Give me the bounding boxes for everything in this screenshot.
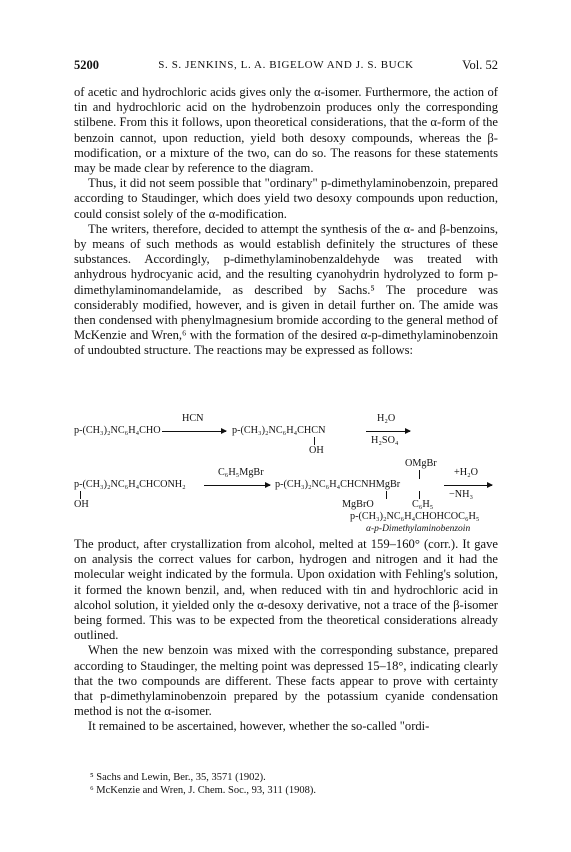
paragraph: The product, after crystallization from alcohol, melted at 159–160° (corr.). It gave on analysis the correct values for carbon, hydrogen and nitrogen and it had the molecular weight indicated by the formula. Upon oxidation with Fehling's solution, it formed the known benzil, and, when reduced with tin and hydrochloric acid in alcohol solution, it yielded only the α-desoxy derivative, not a trace of the β-isomer being formed. This was to be expected from the theoretical considerations already outlined.	[74, 537, 498, 643]
running-authors: S. S. JENKINS, L. A. BIGELOW AND J. S. BUCK	[158, 59, 414, 71]
paragraph: of acetic and hydrochloric acids gives only the α-isomer. Furthermore, the action of tin and hydrochloric acid on the hydrobenzoin produces only the corresponding stilbene. From this it follows, upon theoretical considerations, that the α-form of the benzoin cannot, upon reduction, yield both desoxy compounds, whereas the β-modification, or a mixture of the two, can do so. The reasons for these statements may be made clear by reference to the diagram.	[74, 85, 498, 176]
bond-line	[314, 437, 315, 445]
reagent-sulfuric-acid: H₂SO₄	[371, 435, 399, 446]
product-formula: p-(CH₃)₂NC₆H₄CHOHCOC₆H₅	[350, 511, 480, 522]
text-block-top	[74, 85, 498, 359]
footnote: ⁵ Sachs and Lewin, Ber., 35, 3571 (1902).	[90, 772, 266, 783]
footnote: ⁶ McKenzie and Wren, J. Chem. Soc., 93, 311 (1908).	[90, 785, 317, 796]
bond-line	[419, 470, 420, 479]
omgbr-group: OMgBr	[405, 458, 437, 469]
page-number: 5200	[74, 58, 99, 72]
reagent-ammonia-loss: −NH₃	[449, 489, 474, 500]
reactant-aldehyde: p-(CH₃)₂NC₆H₄CHO	[74, 425, 161, 436]
footnotes	[90, 771, 490, 797]
running-header	[74, 58, 498, 74]
paragraph: The writers, therefore, decided to attempt the synthesis of the α- and β-benzoins, by means of such methods as would establish definitely the structures of these substances. Accordingly, p-dimethylaminobenzaldehyde was treated with anhydrous hydrocyanic acid, and the resulting cyanohydrin hydrolyzed to form p-dimethylaminomandelamide, as described by Sachs.⁵ The procedure was considerably modified, however, and is given in detail further on. The amide was then condensed with phenylmagnesium bromide according to the general method of McKenzie and Wren,⁶ with the formation of the desired α-p-dimethylaminobenzoin of undoubted structure. The reactions may be expressed as follows:	[74, 221, 498, 358]
reagent-water: H₂O	[377, 413, 396, 424]
reagent-water-add: +H₂O	[454, 467, 479, 478]
paragraph: When the new benzoin was mixed with the corresponding substance, prepared according to Staudinger, the melting point was depressed 15–18°, indicating clearly that the two compounds are different. These facts appear to prove with certainty that p-dimethylaminobenzoin prepared by the potassium cyanide condensation method is not the α-isomer.	[74, 643, 498, 719]
reaction-arrow	[444, 485, 492, 486]
reaction-arrow	[162, 431, 226, 432]
mandelamide: p-(CH₃)₂NC₆H₄CHCONH₂	[74, 479, 186, 490]
reagent-grignard: C₆H₅MgBr	[218, 467, 264, 478]
mgbro-group: MgBrO	[342, 499, 374, 510]
bond-line	[80, 491, 81, 499]
reagent-hcn: HCN	[182, 413, 204, 424]
hydroxyl-group: OH	[74, 499, 89, 510]
paragraph: Thus, it did not seem possible that "ordinary" p-dimethylaminobenzoin, prepared according to Staudinger, which does yield two desoxy compounds upon reduction, could consist solely of the α-modification.	[74, 176, 498, 221]
reaction-arrow	[366, 431, 410, 432]
product-name: α-p-Dimethylaminobenzoin	[366, 524, 471, 534]
paragraph: It remained to be ascertained, however, whether the so-called "ordi-	[88, 719, 430, 734]
reaction-arrow	[204, 485, 270, 486]
reaction-scheme	[74, 412, 498, 534]
cyanohydrin: p-(CH₃)₂NC₆H₄CHCN	[232, 425, 326, 436]
phenyl-group: C₆H₅	[412, 499, 434, 510]
hydroxyl-group: OH	[309, 445, 324, 456]
text-block-bottom	[74, 537, 498, 735]
grignard-intermediate: p-(CH₃)₂NC₆H₄CHCNHMgBr	[275, 479, 401, 490]
volume-label: Vol. 52	[462, 58, 498, 72]
bond-line	[419, 491, 420, 499]
bond-line	[386, 491, 387, 499]
